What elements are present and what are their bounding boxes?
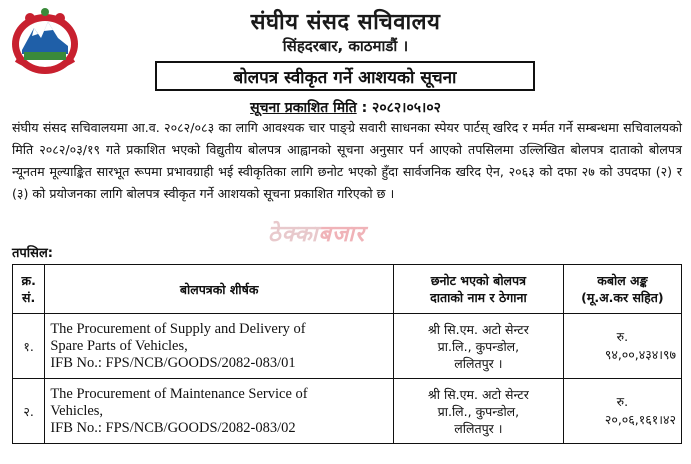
header-bidder-line2: दाताको नाम र ठेगाना	[430, 290, 527, 305]
bid-table	[12, 264, 682, 444]
row-title-line1: The Procurement of Supply and Delivery of	[50, 320, 306, 337]
org-name: संघीय संसद सचिवालय	[250, 10, 441, 35]
row-bidder-line3: ललितपुर ।	[454, 420, 503, 436]
row-bidder-line1: श्री सि.एम. अटो सेन्टर	[427, 321, 529, 337]
header-sn	[13, 265, 45, 314]
row-amount-value: ९४,००,४३४।९७	[604, 347, 676, 362]
row-title-line2: Vehicles,	[50, 402, 104, 419]
publication-date	[0, 98, 691, 117]
header-sn-line2: सं.	[22, 290, 36, 305]
row-title-line3: IFB No.: FPS/NCB/GOODS/2082-083/02	[50, 419, 296, 436]
table-row	[13, 379, 682, 444]
notice-title: बोलपत्र स्वीकृत गर्ने आशयको सूचना	[155, 61, 535, 91]
header-sn-line1: क्र.	[21, 273, 36, 288]
pub-date-label: सूचना प्रकाशित मिति	[250, 100, 357, 116]
row-bidder-line2: प्रा.लि., कुपन्डोल,	[437, 403, 520, 419]
table-header-row	[13, 265, 682, 314]
watermark	[268, 218, 365, 248]
row-sn: १.	[13, 314, 45, 379]
header-bidder	[394, 265, 564, 314]
row-amount-prefix: रु.	[616, 329, 629, 344]
header-amount-line1: कबोल अङ्क	[597, 273, 648, 288]
row-bidder-line2: प्रा.लि., कुपन्डोल,	[437, 338, 520, 354]
row-amount-prefix: रु.	[616, 394, 629, 409]
pub-date-value: : २०८२।०५।०२	[361, 100, 441, 116]
header-amount	[563, 265, 681, 314]
row-amount	[563, 314, 681, 379]
row-sn: २.	[13, 379, 45, 444]
table-row	[13, 314, 682, 379]
row-title-line2: Spare Parts of Vehicles,	[50, 337, 188, 354]
row-bidder-line3: ललितपुर ।	[454, 355, 503, 371]
header-title: बोलपत्रको शीर्षक	[45, 265, 394, 314]
row-bidder-line1: श्री सि.एम. अटो सेन्टर	[427, 386, 529, 402]
header-bidder-line1: छनोट भएको बोलपत्र	[430, 273, 527, 288]
row-title-line3: IFB No.: FPS/NCB/GOODS/2082-083/01	[50, 354, 296, 371]
row-bidder	[394, 379, 564, 444]
row-title	[45, 314, 394, 379]
watermark-part2: बजार	[318, 222, 365, 247]
tapasil-label: तपसिल:	[12, 246, 53, 261]
row-title	[45, 379, 394, 444]
header-amount-line2: (मू.अ.कर सहित)	[581, 290, 664, 305]
notice-paragraph: संघीय संसद सचिवालयमा आ.व. २०८२/०८३ का लागि आवश्यक चार पाङ्ग्रे सवारी साधनका स्पेयर पार्टस् खरिद र मर्मत गर्ने सम्बन्धमा सचिवालयको मिति २०८२/०३/१९ गते प्रकाशित भएको विद्युतीय बोलपत्र आह्वानको सूचना अनुसार पर्न आएको तपसिलमा उल्लिखित बोलपत्र दाताको बोलपत्र न्यूनतम मूल्याङ्कित सारभूत रूपमा प्रभावग्राही भई स्वीकृतिका लागि छनोट भएको हुँदा सार्वजनिक खरिद ऐन, २०६३ को दफा २७ को उपदफा (२) र (३) को प्रयोजनका लागि बोलपत्र स्वीकृत गर्ने आशयको सूचना प्रकाशित गरिएको छ ।	[12, 120, 682, 201]
watermark-part1: ठेक्का	[268, 222, 319, 247]
row-amount	[563, 379, 681, 444]
row-bidder	[394, 314, 564, 379]
row-title-line1: The Procurement of Maintenance Service of	[50, 385, 308, 402]
row-amount-value: २०,०६,१६१।४२	[604, 412, 676, 427]
org-address: सिंहदरबार, काठमाडौं ।	[282, 37, 409, 55]
